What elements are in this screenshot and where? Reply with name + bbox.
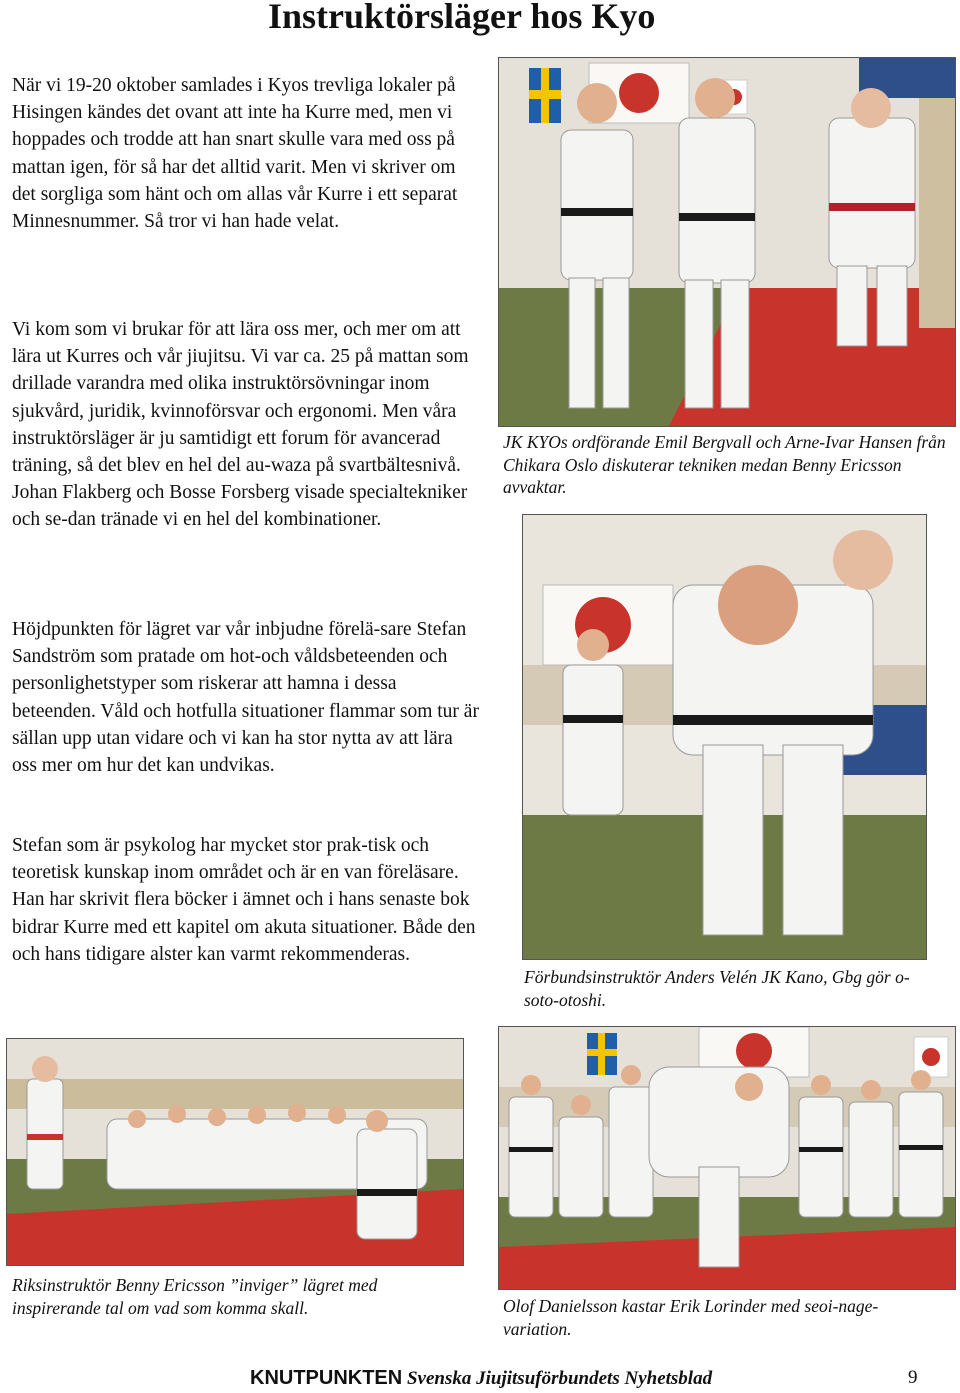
photo-seoi-nage [498,1026,956,1290]
page-number: 9 [908,1367,918,1388]
footer-publication: Svenska Jiujitsuförbundets Nyhetsblad [406,1368,713,1389]
footer-brand: KNUTPUNKTEN [250,1367,403,1389]
photo-2-illustration [523,515,926,959]
photo-1-caption: JK KYOs ordförande Emil Bergvall och Arne-Ivar Hansen från Chikara Oslo diskuterar tekniken medan Benny Ericsson avvaktar. [503,432,946,497]
photo-1-illustration [499,58,955,426]
photo-4-illustration [499,1027,955,1289]
page-title: Instruktörsläger hos Kyo [268,0,656,36]
photo-instructors-discussion [498,57,956,427]
photo-4-caption: Olof Danielsson kastar Erik Lorinder med seoi-nage-variation. [503,1296,879,1339]
article-paragraph-3: Höjdpunkten för lägret var vår inbjudne förelä-sare Stefan Sandström som pratade om hot-och våldsbeteenden och personlighetstyper som riskerar att hamna i dessa beteenden. Våld och hotfulla situationer flammar som tur är sällan upp utan vidare och vi kan ha stor nytta av att lära oss mer om hur det kan undvikas. [12,619,479,777]
photo-opening-speech [6,1038,464,1266]
photo-2-caption: Förbundsinstruktör Anders Velén JK Kano, Gbg gör o-soto-otoshi. [524,967,910,1010]
photo-3-illustration [7,1039,463,1265]
photo-o-soto-otoshi [522,514,927,960]
article-paragraph-4: Stefan som är psykolog har mycket stor prak-tisk och teoretisk kunskap inom området och är en van föreläsare. Han har skrivit flera böcker i ämnet och i hans senaste bok bidrar Kurre med ett kapitel om akuta situationer. Både den och hans tidigare alster kan varmt rekommenderas. [12,835,476,965]
article-paragraph-1: När vi 19-20 oktober samlades i Kyos trevliga lokaler på Hisingen kändes det ovant att inte ha Kurre med, men vi hoppades och trodde att han snart skulle vara med oss på mattan igen, för så har det alltid varit. Men vi skriver om det sorgliga som hänt och om allas vår Kurre i ett separat Minnesnummer. Så tror vi han hade velat. [12,75,458,233]
article-paragraph-2: Vi kom som vi brukar för att lära oss mer, och mer om att lära ut Kurres och vår jiujitsu. Vi var ca. 25 på mattan som drillade varandra med olika instruktörsövningar inom sjukvård, juridik, kvinnoförsvar och ergonomi. Men våra instruktörsläger är ju samtidigt ett forum för avancerad träning, så det blev en hel del au-waza på svartbältesnivå. Johan Flakberg och Bosse Forsberg visade specialtekniker och se-dan tränade vi en hel del kombinationer. [12,319,469,531]
photo-3-caption: Riksinstruktör Benny Ericsson ”inviger” lägret med inspirerande tal om vad som komma skall. [12,1275,378,1318]
page-footer [250,1366,720,1391]
